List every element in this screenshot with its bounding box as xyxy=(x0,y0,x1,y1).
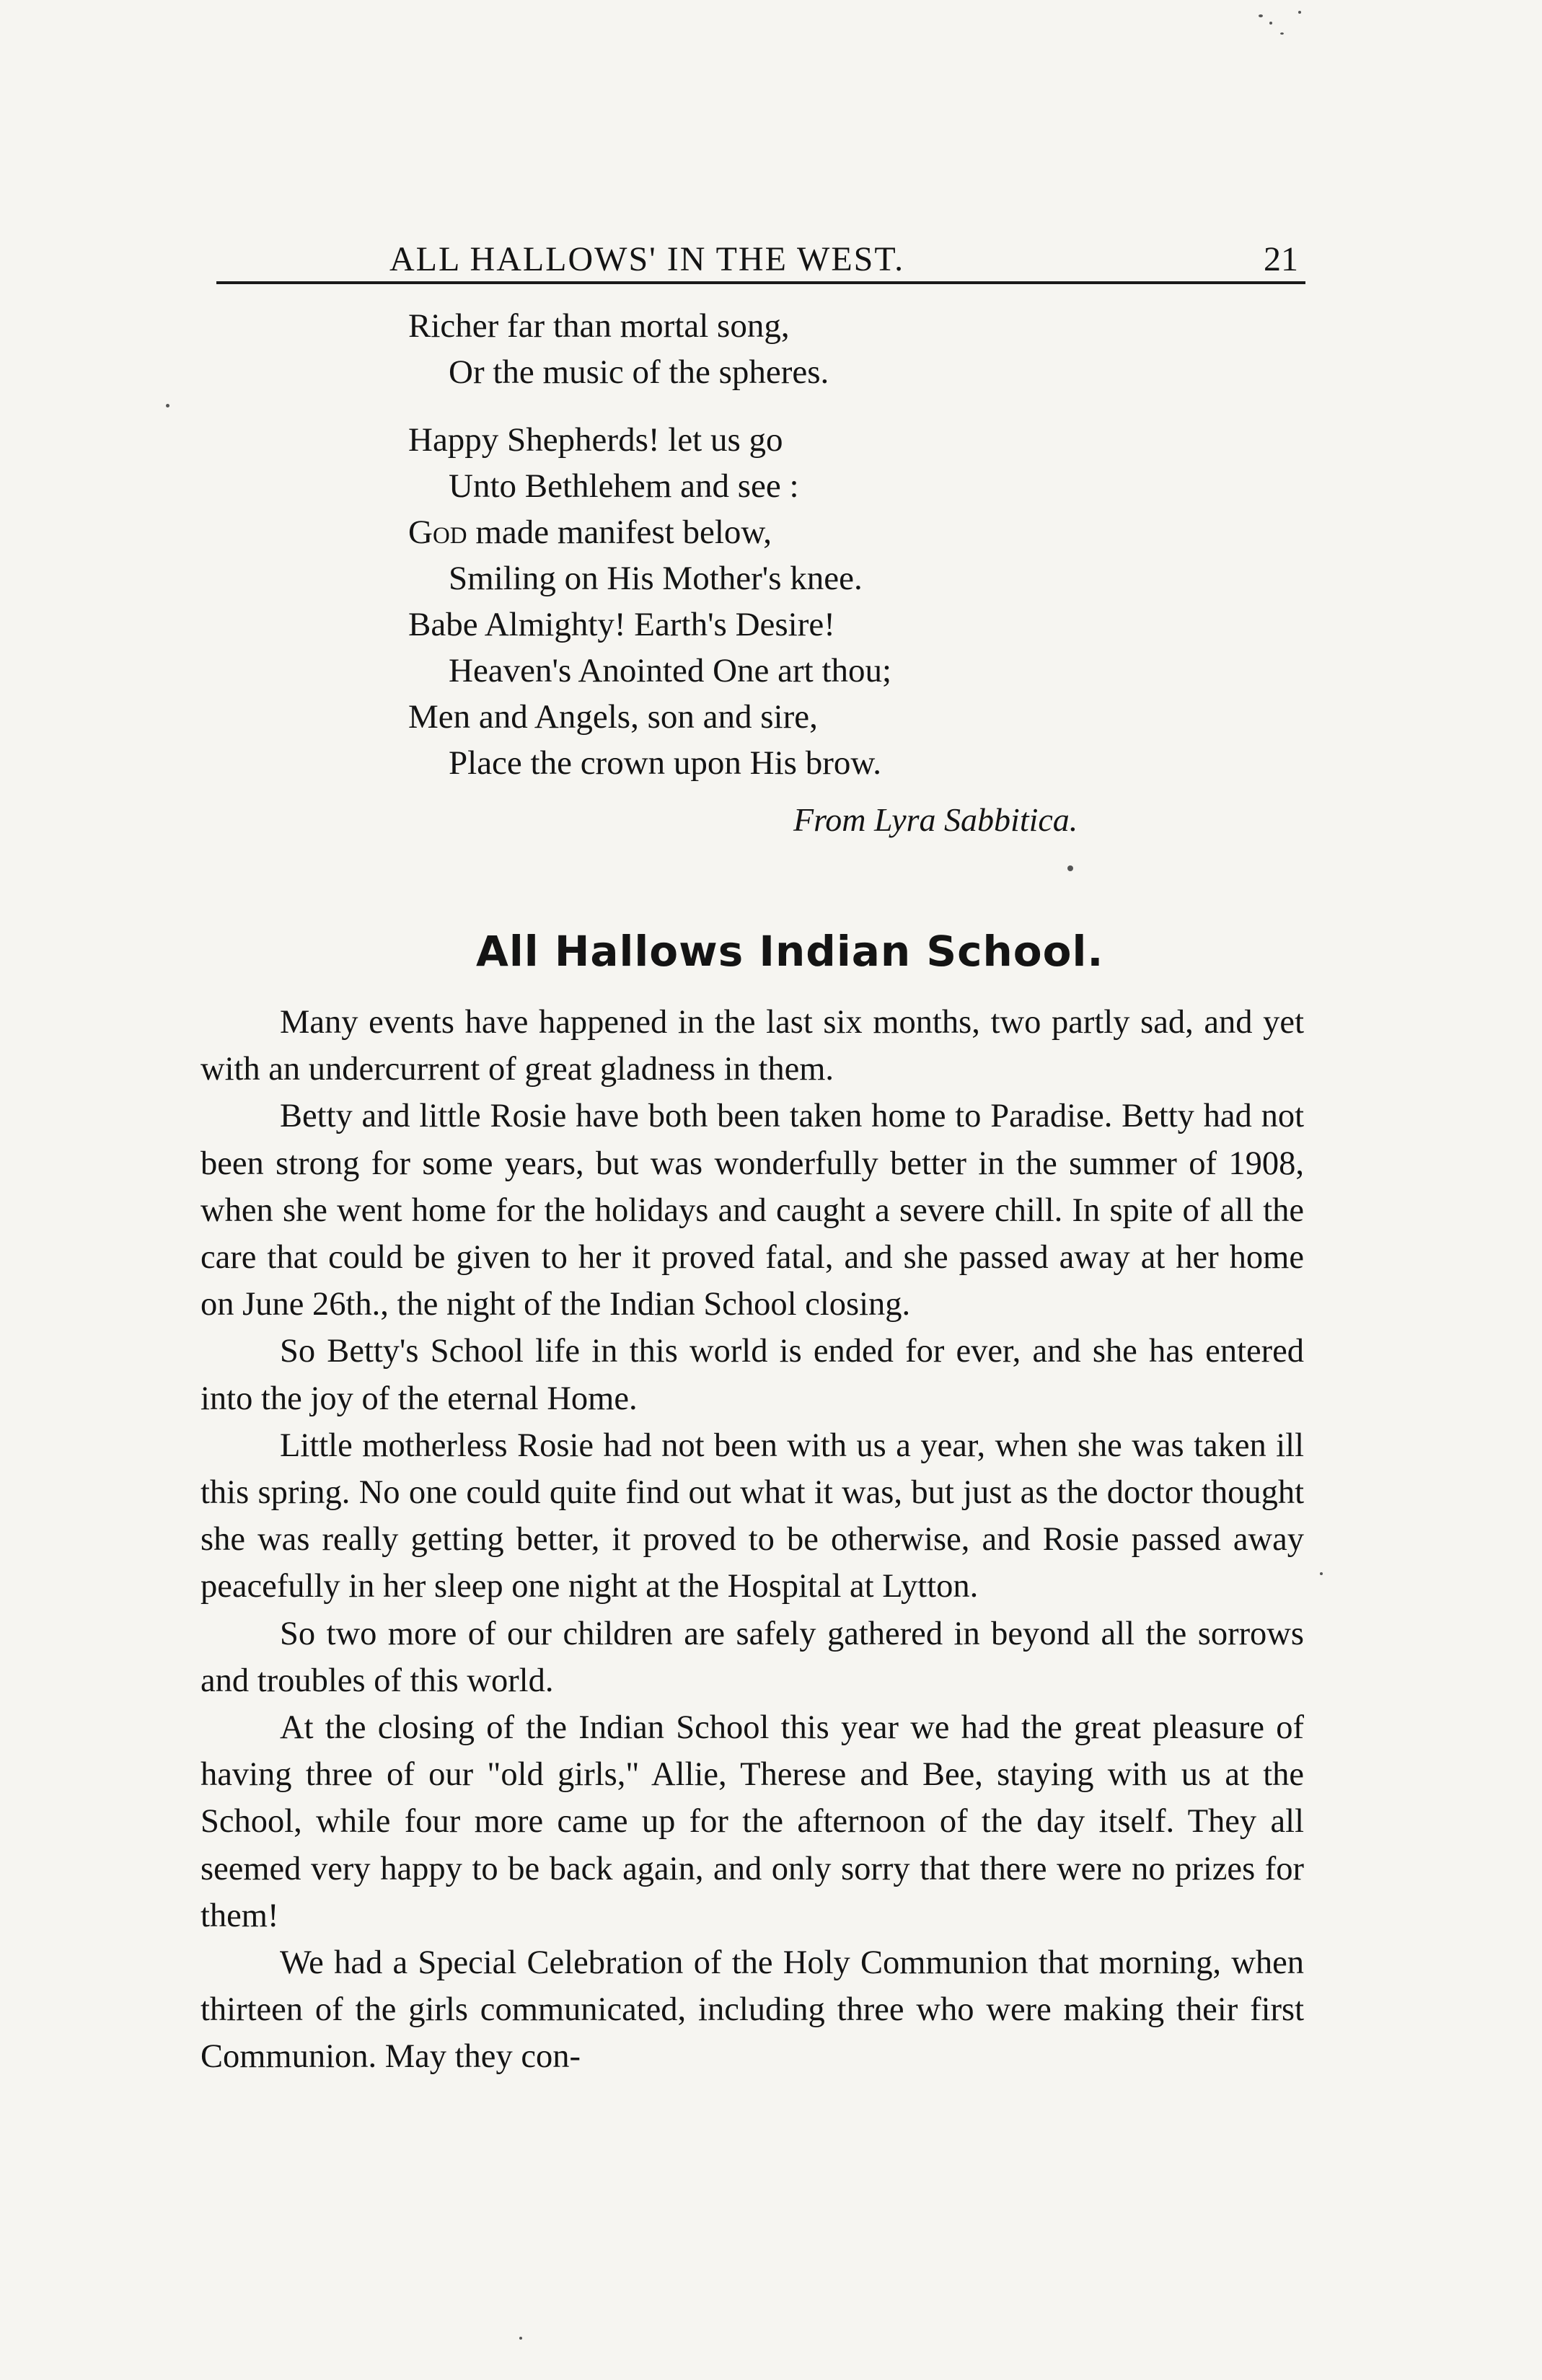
poem-line: Smiling on His Mother's knee. xyxy=(449,560,863,597)
poem-line: Men and Angels, son and sire, xyxy=(408,698,818,736)
scan-speck xyxy=(1067,865,1073,871)
scan-speck xyxy=(1320,1572,1323,1575)
scan-speck xyxy=(1280,32,1284,35)
scan-speck xyxy=(1269,22,1272,25)
paragraph: So two more of our children are safely gathered in beyond all the sorrows and troubles of this world. xyxy=(201,1615,1304,1699)
section-heading: All Hallows Indian School. xyxy=(476,927,1104,976)
poem-line: Richer far than mortal song, xyxy=(408,307,790,345)
smallcaps-word: God xyxy=(408,514,467,551)
running-title: ALL HALLOWS' IN THE WEST. xyxy=(389,240,905,278)
page-number: 21 xyxy=(1264,240,1298,278)
poem-line xyxy=(408,509,1274,555)
paragraph: Little motherless Rosie had not been with us a year, when she was taken ill this spring. No one could quite find out what it was, but just as the doctor thought she was really getting better, it proved to be otherwise, and Rosie passed away peacefully in her sleep one night at the Hospital at Lytton. xyxy=(201,1427,1304,1605)
poem-line: Or the music of the spheres. xyxy=(449,353,829,391)
scan-speck xyxy=(1298,11,1301,14)
poem-line: Happy Shepherds! let us go xyxy=(408,421,783,459)
poem-line: Babe Almighty! Earth's Desire! xyxy=(408,606,835,643)
paragraph: Betty and little Rosie have both been taken home to Paradise. Betty had not been strong for some years, but was wonderfully better in the summer of 1908, when she went home for the holidays and caught a severe chill. In spite of all the care that could be given to her it proved fatal, and she passed away at her home on June 26th., the night of the Indian School closing. xyxy=(201,1098,1304,1323)
paragraph: So Betty's School life in this world is ended for ever, and she has entered into the joy of the eternal Home. xyxy=(201,1333,1304,1417)
poem-line: Place the crown upon His brow. xyxy=(449,744,881,782)
poem-line-text: made manifest below, xyxy=(475,514,772,551)
poem-line: Unto Bethlehem and see : xyxy=(449,467,799,505)
poem-attribution: From Lyra Sabbitica. xyxy=(793,801,1078,838)
article-body xyxy=(201,999,1304,2081)
scan-speck xyxy=(166,404,169,407)
poem xyxy=(408,303,1274,786)
scan-speck xyxy=(1259,14,1263,17)
paragraph: We had a Special Celebration of the Holy Communion that morning, when thirteen of the girls communicated, including three who were making their first Communion. May they con- xyxy=(201,1944,1304,2076)
scan-speck xyxy=(519,2337,522,2340)
running-head xyxy=(216,238,1305,284)
stanza-break xyxy=(408,395,1274,417)
paragraph: Many events have happened in the last six months, two partly sad, and yet with an undercurrent of great gladness in them. xyxy=(201,1004,1304,1088)
paragraph: At the closing of the Indian School this year we had the great pleasure of having three of our "old girls," Allie, Therese and Bee, staying with us at the School, while four more came up for the afternoon of the day itself. They all seemed very happy to be back again, and only sorry that there were no prizes for them! xyxy=(201,1709,1304,1934)
poem-line: Heaven's Anointed One art thou; xyxy=(449,652,892,689)
